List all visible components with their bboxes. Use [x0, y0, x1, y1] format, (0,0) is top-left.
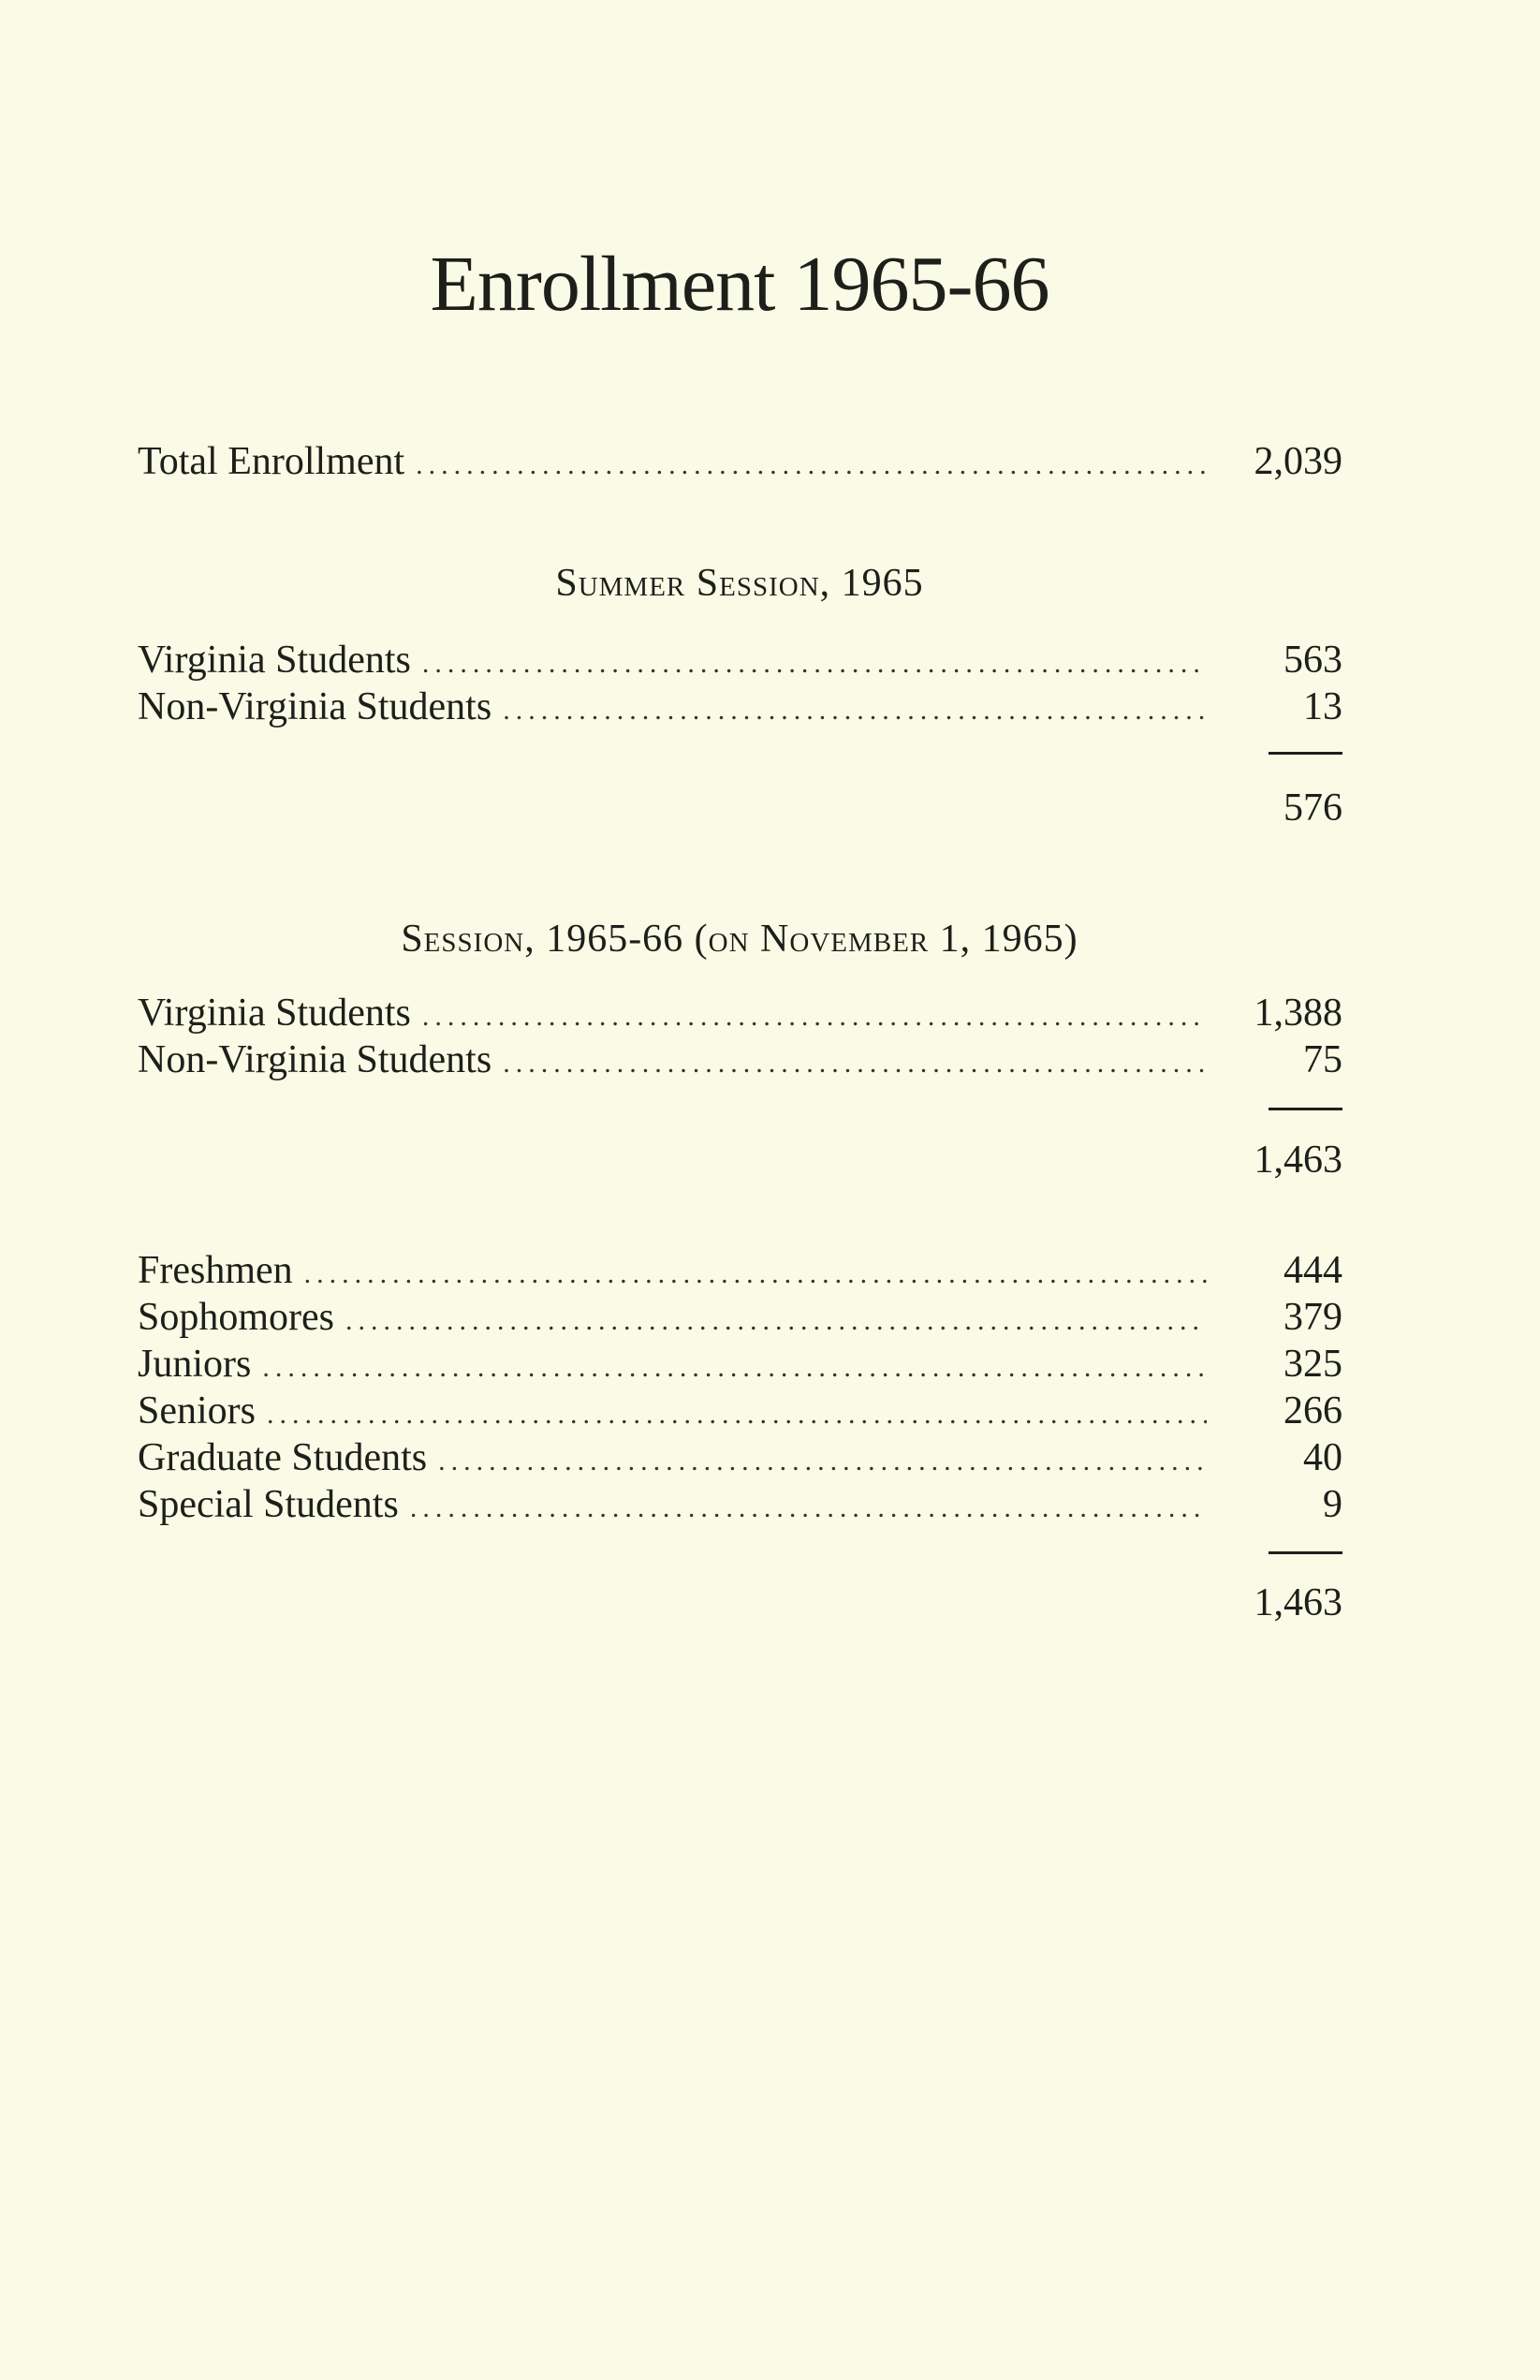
dot-leader: [345, 1298, 1207, 1344]
row-value: 13: [1303, 685, 1342, 728]
dot-leader: [422, 640, 1207, 687]
summer-virginia-row: [138, 637, 1342, 683]
dot-leader: [416, 442, 1207, 489]
row-label: Freshmen: [138, 1249, 293, 1292]
page-title: Enrollment 1965-66: [430, 241, 1049, 328]
class-row-sophomores: [138, 1294, 1342, 1341]
row-label: Special Students: [138, 1483, 399, 1526]
class-row-special-students: [138, 1481, 1342, 1528]
row-value: 379: [1283, 1296, 1342, 1339]
row-value: 40: [1303, 1436, 1342, 1479]
dot-leader: [438, 1438, 1207, 1485]
session-total-rule: [1269, 1108, 1342, 1110]
row-label: Seniors: [138, 1389, 256, 1432]
regular-session-heading: Session, 1965-66 (on November 1, 1965): [401, 918, 1078, 961]
row-label: Virginia Students: [138, 992, 411, 1035]
row-value: 2,039: [1254, 440, 1342, 483]
row-label: Non-Virginia Students: [138, 1038, 492, 1081]
dot-leader: [503, 687, 1207, 734]
row-label: Non-Virginia Students: [138, 685, 492, 728]
row-value: 444: [1283, 1249, 1342, 1292]
dot-leader: [267, 1391, 1207, 1438]
row-value: 266: [1283, 1389, 1342, 1432]
row-label: Sophomores: [138, 1296, 334, 1339]
classes-total: 1,463: [1254, 1581, 1342, 1624]
class-row-seniors: [138, 1388, 1342, 1434]
summer-total: 576: [1283, 786, 1342, 830]
class-row-graduate-students: [138, 1434, 1342, 1481]
row-label: Graduate Students: [138, 1436, 428, 1479]
row-label: Virginia Students: [138, 639, 411, 682]
summer-non-virginia-row: [138, 683, 1342, 730]
session-total: 1,463: [1254, 1139, 1342, 1182]
classes-total-rule: [1269, 1551, 1342, 1554]
class-row-juniors: [138, 1341, 1342, 1388]
dot-leader: [304, 1251, 1207, 1298]
class-row-freshmen: [138, 1247, 1342, 1294]
dot-leader: [503, 1040, 1207, 1087]
dot-leader: [262, 1344, 1207, 1391]
total-enrollment-row: [138, 438, 1342, 485]
session-non-virginia-row: [138, 1036, 1342, 1083]
row-value: 563: [1283, 639, 1342, 682]
row-value: 75: [1303, 1038, 1342, 1081]
row-value: 325: [1283, 1343, 1342, 1386]
row-value: 1,388: [1254, 992, 1342, 1035]
row-value: 9: [1323, 1483, 1342, 1526]
session-virginia-row: [138, 990, 1342, 1036]
dot-leader: [422, 993, 1207, 1040]
row-label: Juniors: [138, 1343, 252, 1386]
row-label: Total Enrollment: [138, 440, 405, 483]
dot-leader: [410, 1485, 1207, 1532]
summer-total-rule: [1269, 752, 1342, 755]
summer-session-heading: Summer Session, 1965: [555, 562, 924, 605]
